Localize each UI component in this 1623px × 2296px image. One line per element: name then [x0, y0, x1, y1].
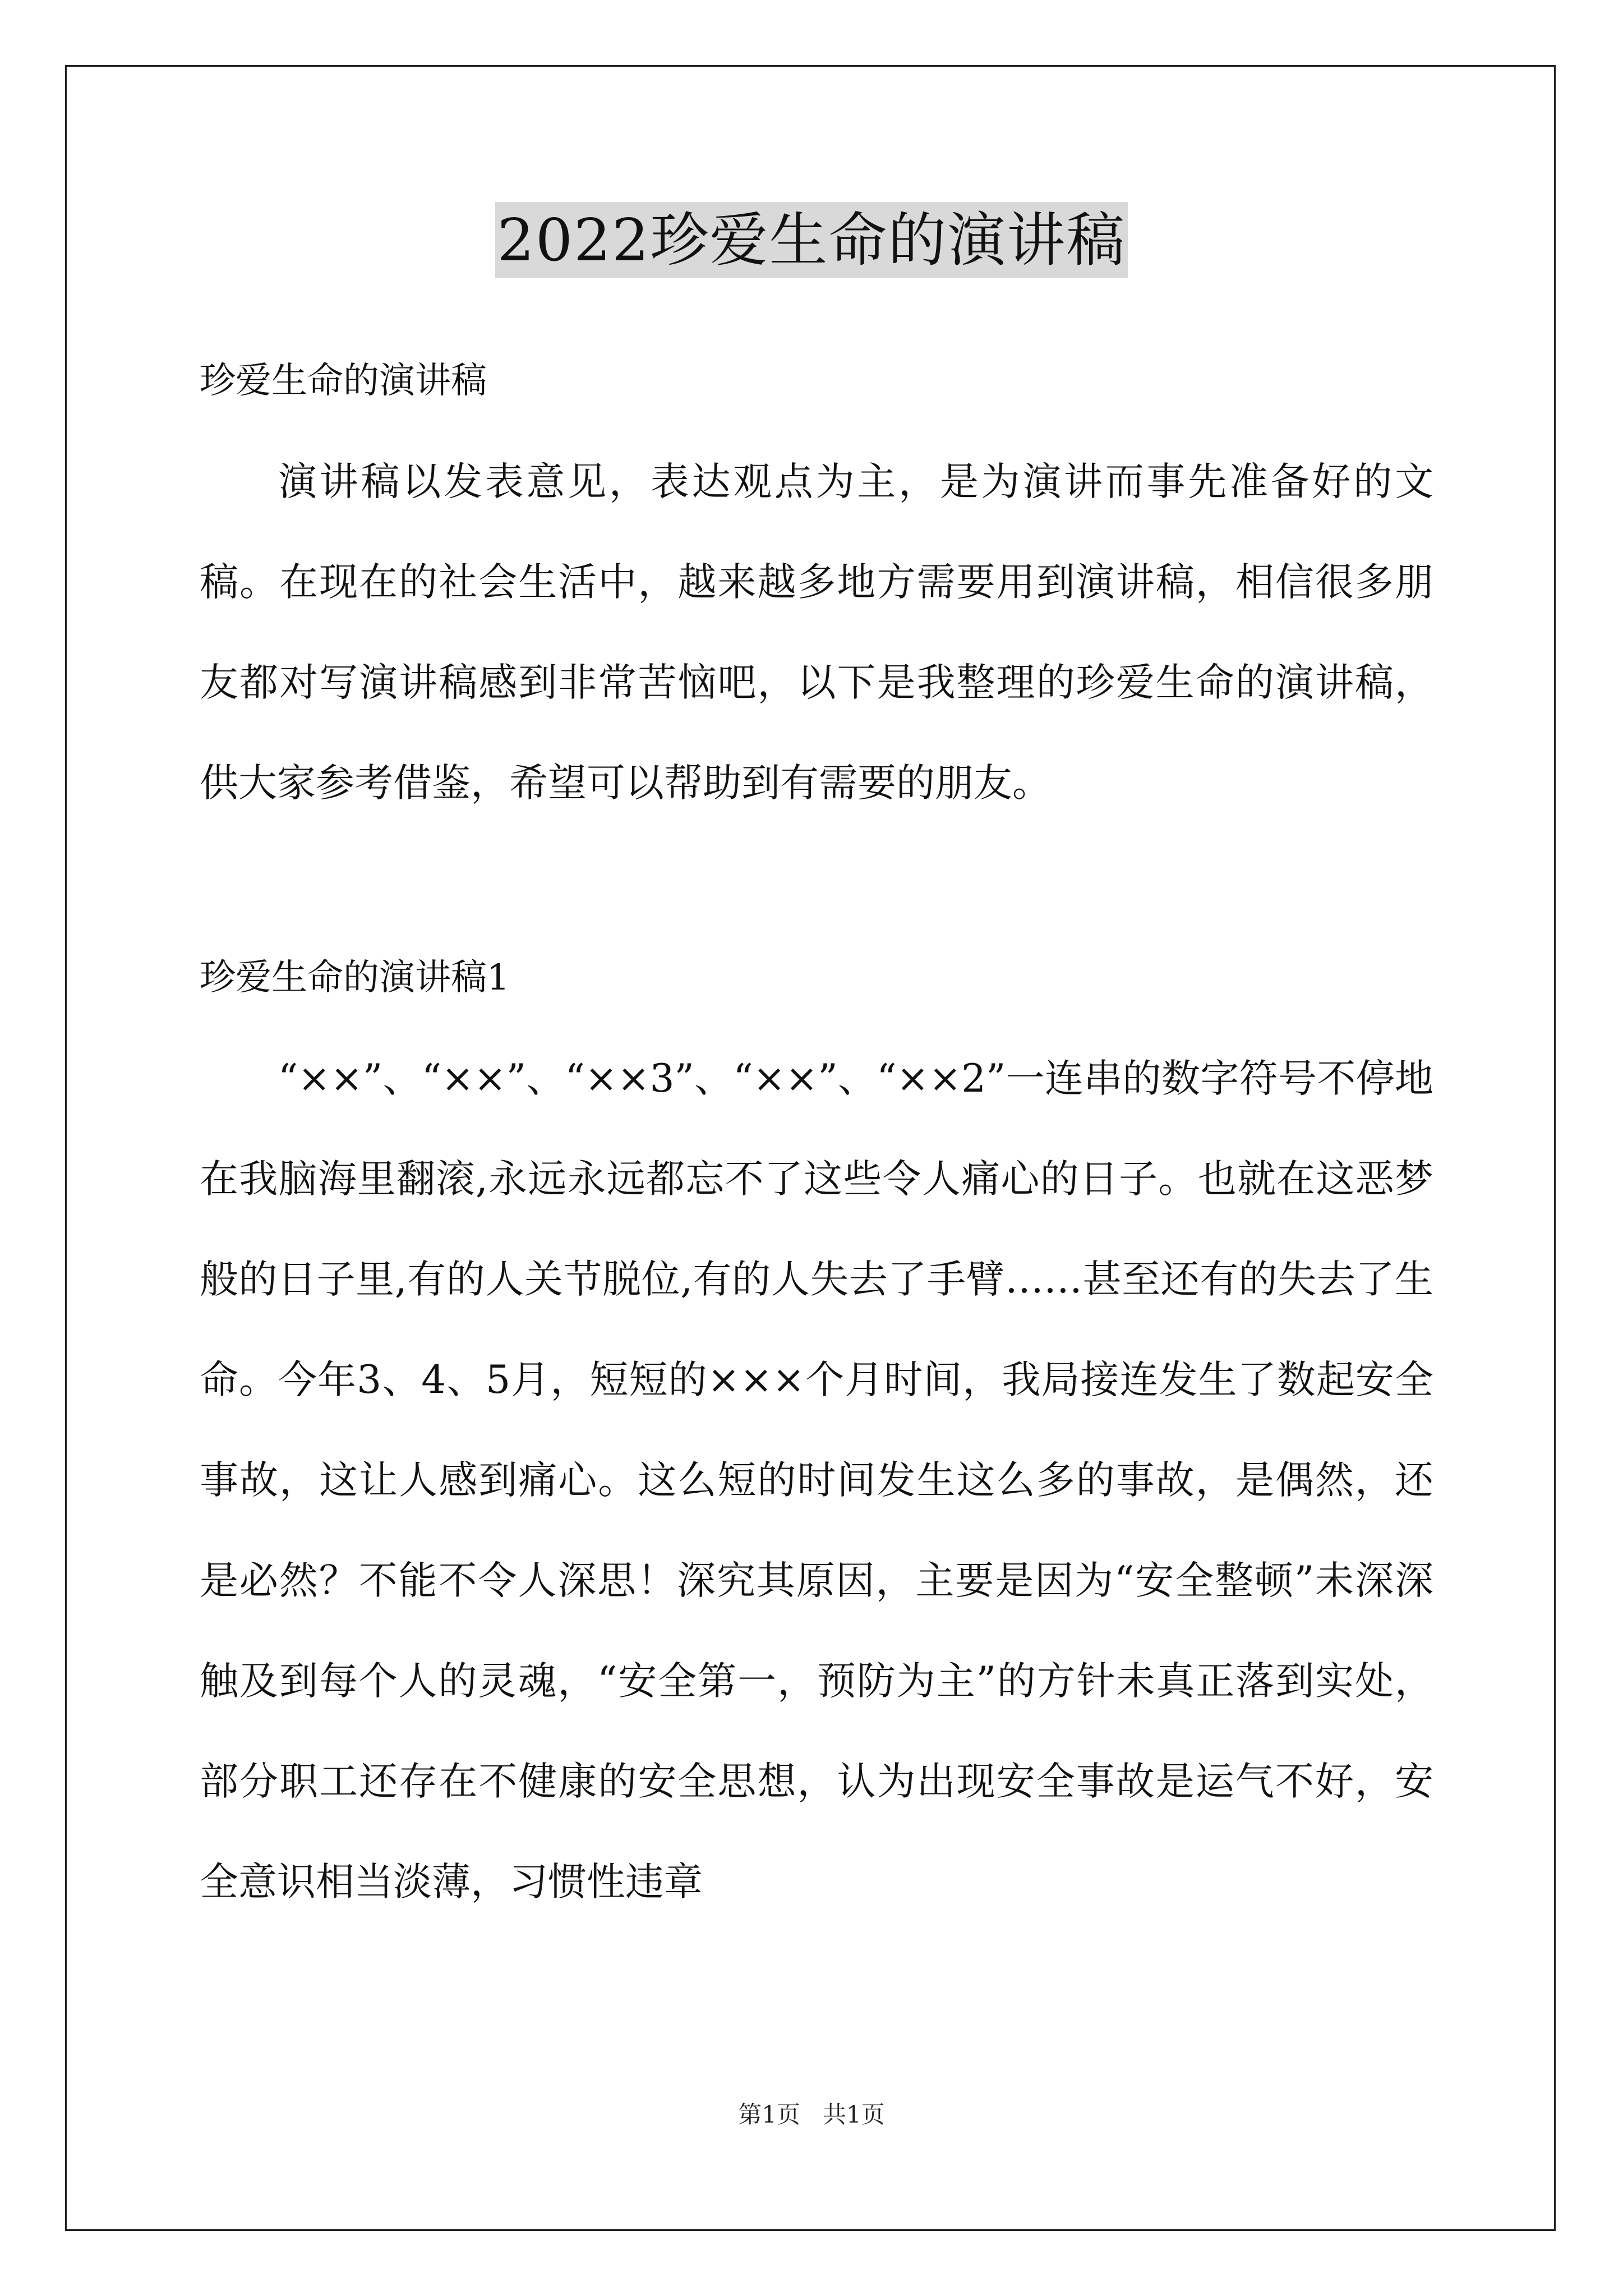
subtitle: 珍爱生命的演讲稿 [200, 360, 487, 402]
section-paragraph: “××”、“××”、“××3”、“××”、“××2”一连串的数字符号不停地在我脑海里翻滚,永远永远都忘不了这些令人痛心的日子。也就在这恶梦般的日子里,有的人关节脱位,有的人失去了手臂……甚至还有的失去了生命。今年3、4、5月，短短的×××个月时间，我局接连发生了数起安全事故，这让人感到痛心。这么短的时间发生这么多的事故，是偶然，还是必然？不能不令人深思！深究其原因，主要是因为“安全整顿”未深深触及到每个人的灵魂，“安全第一，预防为主”的方针未真正落到实处，部分职工还存在不健康的安全思想，认为出现安全事故是运气不好，安全意识相当淡薄，习惯性违章 [200, 1056, 1433, 1904]
title-container [0, 202, 1623, 278]
document-title: 2022珍爱生命的演讲稿 [495, 202, 1128, 278]
document-body [200, 342, 1433, 1932]
spacer [200, 1016, 1433, 1029]
spacer [200, 834, 1433, 939]
spacer [200, 420, 1433, 432]
section-heading: 珍爱生命的演讲稿1 [200, 957, 510, 999]
page-footer: 第1页 共1页 [738, 2101, 885, 2128]
intro-paragraph: 演讲稿以发表意见，表达观点为主，是为演讲而事先准备好的文稿。在现在的社会生活中，越来越多地方需要用到演讲稿，相信很多朋友都对写演讲稿感到非常苦恼吧，以下是我整理的珍爱生命的演讲稿，供大家参考借鉴，希望可以帮助到有需要的朋友。 [200, 459, 1433, 806]
